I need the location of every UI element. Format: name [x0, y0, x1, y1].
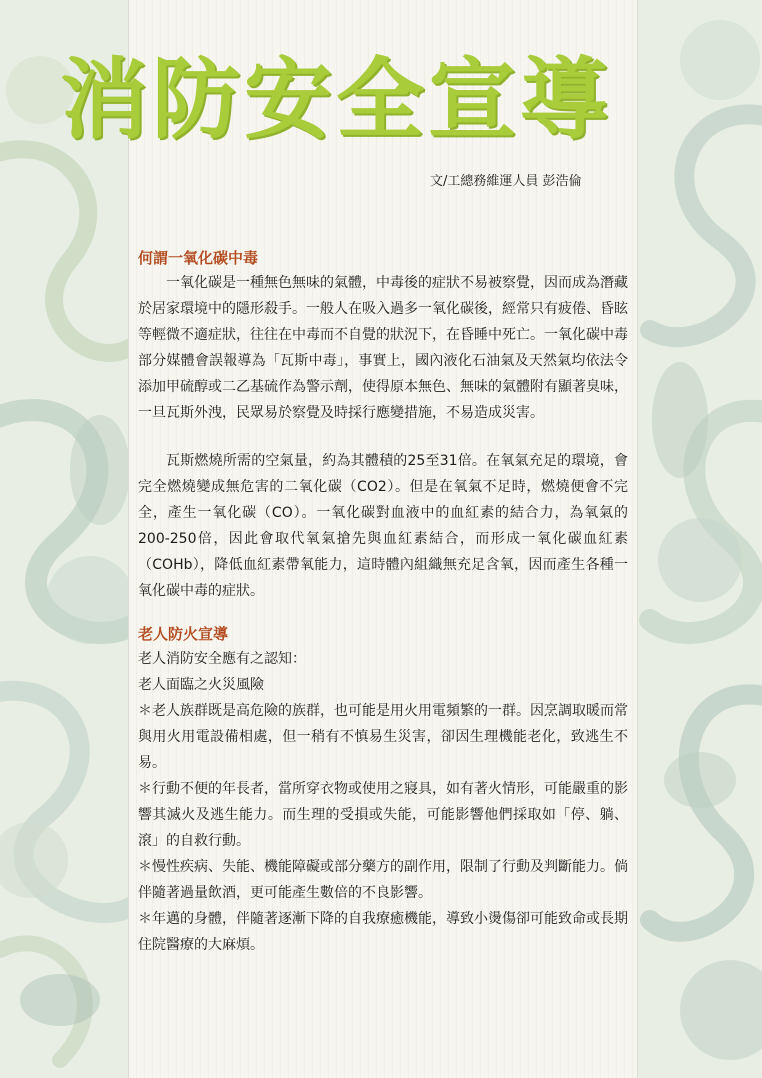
article-body — [138, 246, 628, 958]
elderly-item: ＊慢性疾病、失能、機能障礙或部分藥方的副作用，限制了行動及判斷能力。倘伴隨著過量飲酒，更可能產生數倍的不良影響。 — [138, 859, 628, 901]
section-heading-co-poisoning: 何謂一氧化碳中毒 — [138, 249, 259, 267]
elderly-subheading: 老人面臨之火災風險 — [138, 677, 264, 693]
co-paragraph-2: 瓦斯燃燒所需的空氣量，約為其體積的25至31倍。在氧氣充足的環境，會完全燃燒變成無危害的二氧化碳（CO2）。但是在氧氣不足時，燃燒便會不完全，產生一氧化碳（CO）。一氧化碳對血液中的血紅素的結合力，為氧氣的200-250倍，因此會取代氧氣搶先與血紅素結合，而形成一氧化碳血紅素（COHb），降低血紅素帶氧能力，這時體內組織無充足含氧，因而產生各種一氧化碳中毒的症狀。 — [138, 453, 628, 599]
author-byline: 文/工總務維運人員 彭浩倫 — [430, 174, 582, 189]
section-heading-elderly-fire: 老人防火宣導 — [138, 625, 229, 643]
co-paragraph-1: 一氧化碳是一種無色無味的氣體，中毒後的症狀不易被察覺，因而成為潛藏於居家環境中的隱形殺手。一般人在吸入過多一氧化碳後，經常只有疲倦、昏眩等輕微不適症狀，往往在中毒而不自覺的狀況下，在昏睡中死亡。一氧化碳中毒部分媒體會誤報導為「瓦斯中毒」，事實上，國內液化石油氣及天然氣均依法令添加甲硫醇或二乙基硫作為警示劑，使得原本無色、無味的氣體附有顯著臭味，一旦瓦斯外洩，民眾易於察覺及時採行應變措施，不易造成災害。 — [138, 275, 628, 421]
elderly-item: ＊行動不便的年長者，當所穿衣物或使用之寢具，如有著火情形，可能嚴重的影響其滅火及逃生能力。而生理的受損或失能，可能影響他們採取如「停、躺、滾」的自救行動。 — [138, 781, 628, 849]
elderly-intro: 老人消防安全應有之認知： — [138, 651, 306, 667]
page-title: 消防安全宣導 — [60, 48, 613, 151]
elderly-item: ＊老人族群既是高危險的族群，也可能是用火用電頻繁的一群。因烹調取暖而常與用火用電設備相處，但一稍有不慎易生災害，卻因生理機能老化，致逃生不易。 — [138, 703, 628, 771]
elderly-item: ＊年邁的身體，伴隨著逐漸下降的自我療癒機能，導致小燙傷卻可能致命或長期住院醫療的大麻煩。 — [138, 911, 628, 953]
